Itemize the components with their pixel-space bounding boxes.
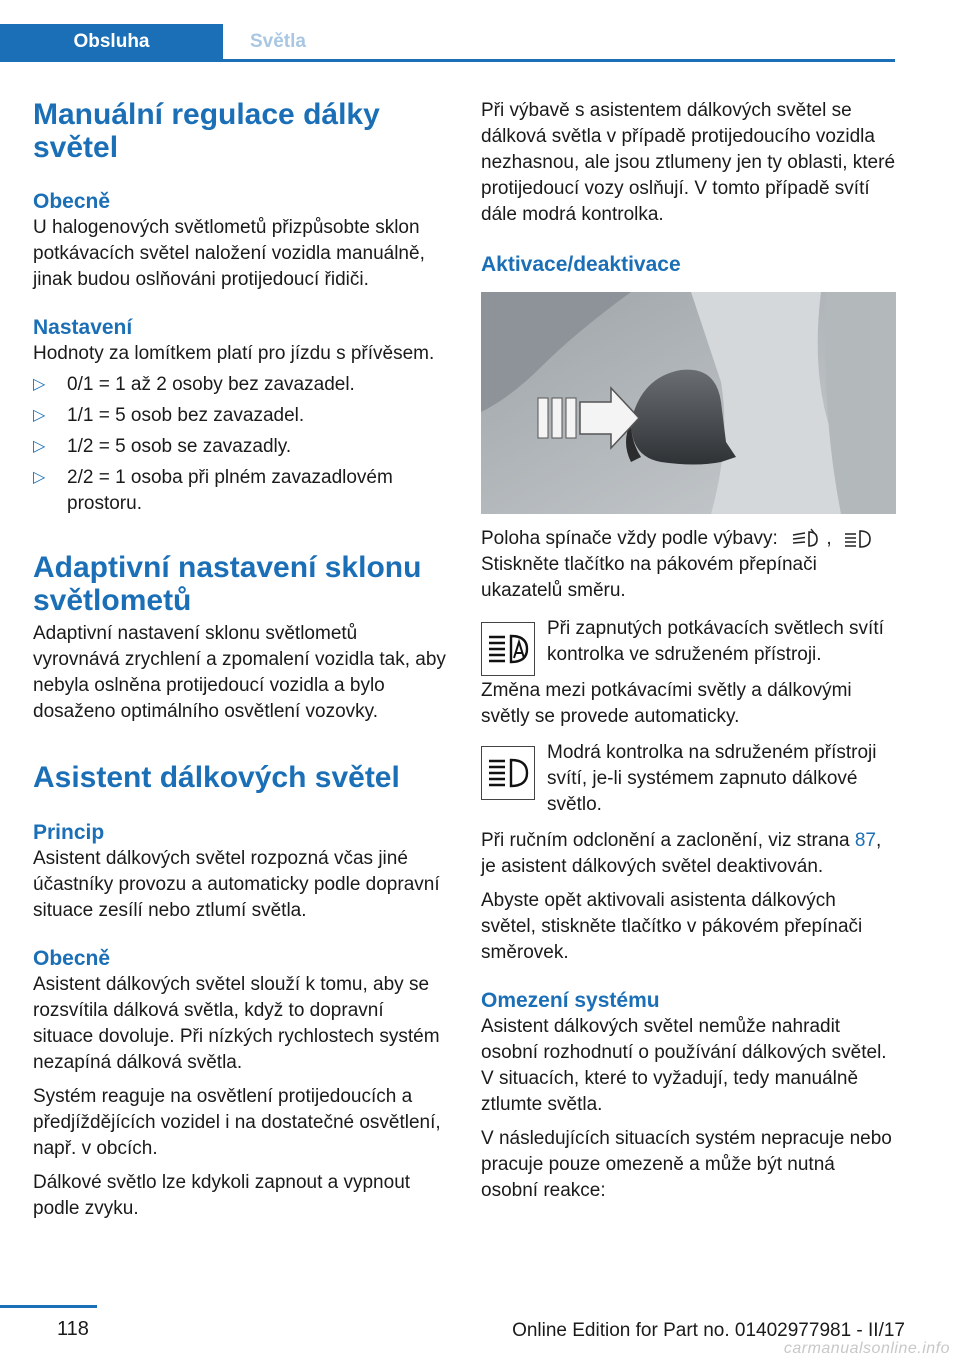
footer-rule: [0, 1305, 97, 1308]
tab-svetla[interactable]: Světla: [250, 31, 306, 52]
heading-omezeni: Omezení systému: [481, 989, 660, 1012]
high-beam-assistant-a-icon: [843, 528, 873, 550]
paragraph-omezeni: Asistent dálkových světel nemůže nahradit osobní rozhodnutí o používání dálkových světel. V situacích, které to vyžadují, tedy manuálně ztlumte světla.: [481, 1016, 887, 1115]
paragraph-obecne-2a: Asistent dálkových světel slouží k tomu, aby se rozsvítila dálková světla, když to dopravní situace dovoluje. Při nízkých rychlostech systém nezapíná dálková světla.: [33, 974, 440, 1073]
notice-high-beam-text: Modrá kontrolka na sdruženém přístroji svítí, je-li systémem zapnuto dálkové světlo.: [547, 742, 877, 815]
triangle-bullet-icon: ▷: [33, 469, 46, 486]
paragraph-obecne-2c: Dálkové světlo lze kdykoli zapnout a vypnout podle zvyku.: [33, 1172, 411, 1219]
notice-low-beam-text: Při zapnutých potkávacích světlech svítí kontrolka ve sdruženém přístroji.: [547, 618, 884, 665]
heading-high-beam-assistant: Asistent dálkových světel: [33, 761, 400, 794]
lever-switch-illustration: [481, 292, 896, 514]
paragraph-hodnoty: Hodnoty za lomítkem platí pro jízdu s přívěsem.: [33, 343, 435, 364]
high-beam-assistant-icon: [791, 528, 821, 550]
heading-obecne-1: Obecně: [33, 190, 111, 213]
paragraph-zmena: Změna mezi potkávacími světly a dálkovými světly se provede automaticky.: [481, 680, 852, 727]
heading-manual-regulation: Manuální regulace dálky světel: [33, 98, 380, 164]
lever-switch-photo: [481, 292, 896, 514]
indicator-auto-high-beam-icon: [481, 622, 535, 676]
notice-low-beam: [481, 616, 896, 668]
header-rule: [0, 59, 895, 62]
paragraph-obecne-2b: Systém reaguje na osvětlení protijedoucích a předjíždějících vozidel i na dostatečné osvětlení, např. v obcích.: [33, 1086, 441, 1159]
list-item: ▷ 2/2 = 1 osoba při plném zavazadlovém prostoru.: [33, 467, 393, 514]
paragraph-abyste: Abyste opět aktivovali asistenta dálkových světel, stiskněte tlačítko v pákovém přepínači směrovek.: [481, 890, 863, 963]
tab-obsluha[interactable]: Obsluha: [0, 24, 223, 59]
paragraph-stisknete: Stiskněte tlačítko na pákovém přepínači ukazatelů směru.: [481, 554, 817, 601]
watermark: carmanualsonline.info: [783, 1340, 950, 1357]
right-column: [481, 98, 896, 1204]
header-tabs: [0, 24, 895, 62]
triangle-bullet-icon: ▷: [33, 407, 46, 424]
triangle-bullet-icon: ▷: [33, 376, 46, 393]
page-number: 118: [57, 1318, 89, 1340]
left-column: [33, 98, 448, 1222]
triangle-bullet-icon: ▷: [33, 438, 46, 455]
page-reference-link[interactable]: 87: [854, 830, 876, 851]
heading-princip: Princip: [33, 821, 105, 844]
list-item: ▷ 0/1 = 1 až 2 osoby bez zavazadel.: [33, 372, 448, 398]
load-settings-list: [33, 372, 448, 517]
heading-obecne-2: Obecně: [33, 947, 111, 970]
paragraph-nasledujici: V následujících situacích systém nepracuje nebo pracuje pouze omezeně a může být nutná osobní reakce:: [481, 1128, 892, 1201]
paragraph-poloha: Poloha spínače vždy podle výbavy: ,: [481, 526, 896, 552]
indicator-high-beam-icon: [481, 746, 535, 800]
paragraph-vybava: Při výbavě s asistentem dálkových světel se dálková světla v případě protijedoucího vozidla nezhasnou, ale jsou ztlumeny jen ty oblasti, které protijedoucí vozy oslňují. V tomto případě svítí dále modrá kontrolka.: [481, 100, 896, 225]
paragraph-princip: Asistent dálkových světel rozpozná včas jiné účastníky provozu a automaticky podle dopravní situace zesílí nebo ztlumí světla.: [33, 848, 440, 921]
paragraph-rucni: Při ručním odclonění a zaclonění, viz strana 87, je asistent dálkových světel deaktivován.: [481, 830, 882, 877]
notice-high-beam: [481, 740, 896, 818]
heading-nastaveni: Nastavení: [33, 316, 133, 339]
list-item: ▷ 1/1 = 5 osob bez zavazadel.: [33, 403, 448, 429]
paragraph-adaptive: Adaptivní nastavení sklonu světlometů vyrovnává zrychlení a zpomalení vozidla tak, aby nebyla oslněna protijedoucí vozidla a bylo dosaženo optimálního osvětlení vozovky.: [33, 623, 446, 722]
edition-info: Online Edition for Part no. 01402977981 - II/17: [512, 1320, 905, 1341]
heading-aktivace: Aktivace/deaktivace: [481, 253, 681, 276]
paragraph-halogen: U halogenových světlometů přizpůsobte sklon potkávacích světel naložení vozidla manuálně, jinak budou oslňováni protijedoucí řidiči.: [33, 217, 425, 290]
heading-adaptive: Adaptivní nastavení sklonu světlometů: [33, 551, 422, 617]
list-item: ▷ 1/2 = 5 osob se zavazadly.: [33, 434, 448, 460]
